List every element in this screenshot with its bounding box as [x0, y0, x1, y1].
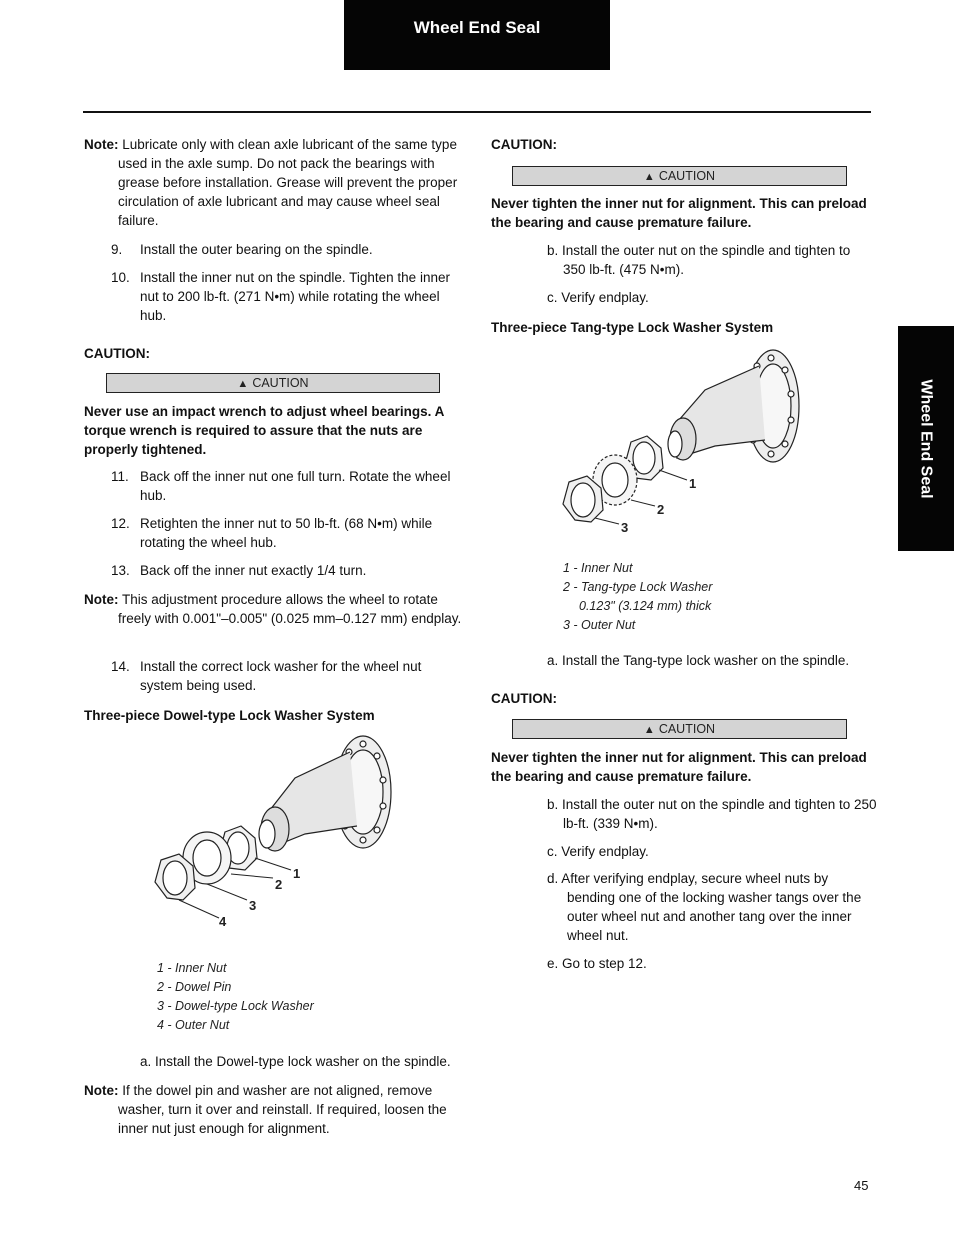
- caution-text-left: Never use an impact wrench to adjust wheel bearings. A torque wrench is required to assure that the nuts are properly tightened.: [84, 404, 444, 457]
- caution-text-right-1: Never tighten the inner nut for alignment. This can preload the bearing and cause premature failure.: [491, 196, 867, 230]
- dowel-callout-3: 3: [249, 898, 257, 913]
- tang-lock-washer-diagram: [555, 342, 810, 542]
- step-c-verify-2: c. Verify endplay.: [547, 844, 649, 859]
- caution-text-right-2: Never tighten the inner nut for alignment. This can preload the bearing and cause premature failure.: [491, 750, 867, 784]
- dowel-lock-washer-diagram: [145, 730, 405, 940]
- tang-heading: Three-piece Tang-type Lock Washer System: [491, 320, 774, 335]
- warning-icon: ▲: [643, 171, 655, 183]
- tang-callout-3: 3: [621, 520, 629, 535]
- step-b-250: b. Install the outer nut on the spindle and tighten to 250 lb-ft. (339 N•m).: [547, 797, 877, 831]
- step-11: 11. Back off the inner nut one full turn. Rotate the wheel hub.: [111, 469, 451, 503]
- tang-callout-2: 2: [657, 502, 665, 517]
- caution-label-right-1: CAUTION:: [491, 137, 557, 152]
- side-tab-label: Wheel End Seal: [917, 378, 935, 499]
- section-title: Wheel End Seal: [413, 18, 541, 37]
- step-a-tang: a. Install the Tang-type lock washer on the spindle.: [547, 653, 850, 668]
- caution-banner-right-1: ▲ CAUTION: [512, 166, 847, 186]
- step-e-goto: e. Go to step 12.: [547, 956, 647, 971]
- header-tab: [344, 0, 610, 70]
- step-a-dowel: a. Install the Dowel-type lock washer on the spindle.: [140, 1054, 451, 1069]
- page-number: 45: [854, 1178, 869, 1193]
- step-13: 13. Back off the inner nut exactly 1/4 turn.: [111, 563, 367, 578]
- note-lubricate: Note: Lubricate only with clean axle lubricant of the same type used in the axle sump. Do not pack the bearings with grease before installation. Grease will prevent the proper circulation of axle lubricant and may cause wheel seal failure.: [84, 137, 458, 228]
- warning-icon: ▲: [237, 378, 249, 390]
- dowel-legend: 1 - Inner Nut 2 - Dowel Pin 3 - Dowel-type Lock Washer 4 - Outer Nut: [157, 961, 314, 1032]
- dowel-callout-2: 2: [275, 877, 283, 892]
- note-endplay: Note: This adjustment procedure allows the wheel to rotate freely with 0.001"–0.005" (0.025 mm–0.127 mm) endplay.: [84, 592, 462, 626]
- warning-icon: ▲: [643, 724, 655, 736]
- step-d-secure: d. After verifying endplay, secure wheel nuts by bending one of the locking washer tangs over the outer wheel nut and another tang over the inner wheel nut.: [547, 871, 862, 943]
- step-b-350: b. Install the outer nut on the spindle and tighten to 350 lb-ft. (475 N•m).: [547, 243, 851, 277]
- step-9: 9. Install the outer bearing on the spindle.: [111, 242, 373, 257]
- caution-label-left: CAUTION:: [84, 346, 150, 361]
- caution-banner-left: ▲ CAUTION: [106, 373, 440, 393]
- tang-legend: 1 - Inner Nut 2 - Tang-type Lock Washer 0.123" (3.124 mm) thick 3 - Outer Nut: [563, 561, 713, 632]
- dowel-callout-1: 1: [293, 866, 301, 881]
- tang-callout-1: 1: [689, 476, 697, 491]
- step-10: 10. Install the inner nut on the spindle. Tighten the inner nut to 200 lb-ft. (271 N•m) while rotating the wheel hub.: [111, 270, 450, 323]
- note-dowel-alignment: Note: If the dowel pin and washer are not aligned, remove washer, turn it over and reinstall. If required, loosen the inner nut just enough for alignment.: [84, 1083, 447, 1136]
- dowel-callout-4: 4: [219, 914, 227, 929]
- step-12: 12. Retighten the inner nut to 50 lb-ft. (68 N•m) while rotating the wheel hub.: [111, 516, 433, 550]
- header-rule: [83, 111, 871, 113]
- side-section-tab: [898, 326, 954, 551]
- dowel-heading: Three-piece Dowel-type Lock Washer System: [84, 708, 375, 723]
- step-c-verify-1: c. Verify endplay.: [547, 290, 649, 305]
- step-14: 14. Install the correct lock washer for the wheel nut system being used.: [111, 659, 422, 693]
- caution-label-right-2: CAUTION:: [491, 691, 557, 706]
- caution-banner-right-2: ▲ CAUTION: [512, 719, 847, 739]
